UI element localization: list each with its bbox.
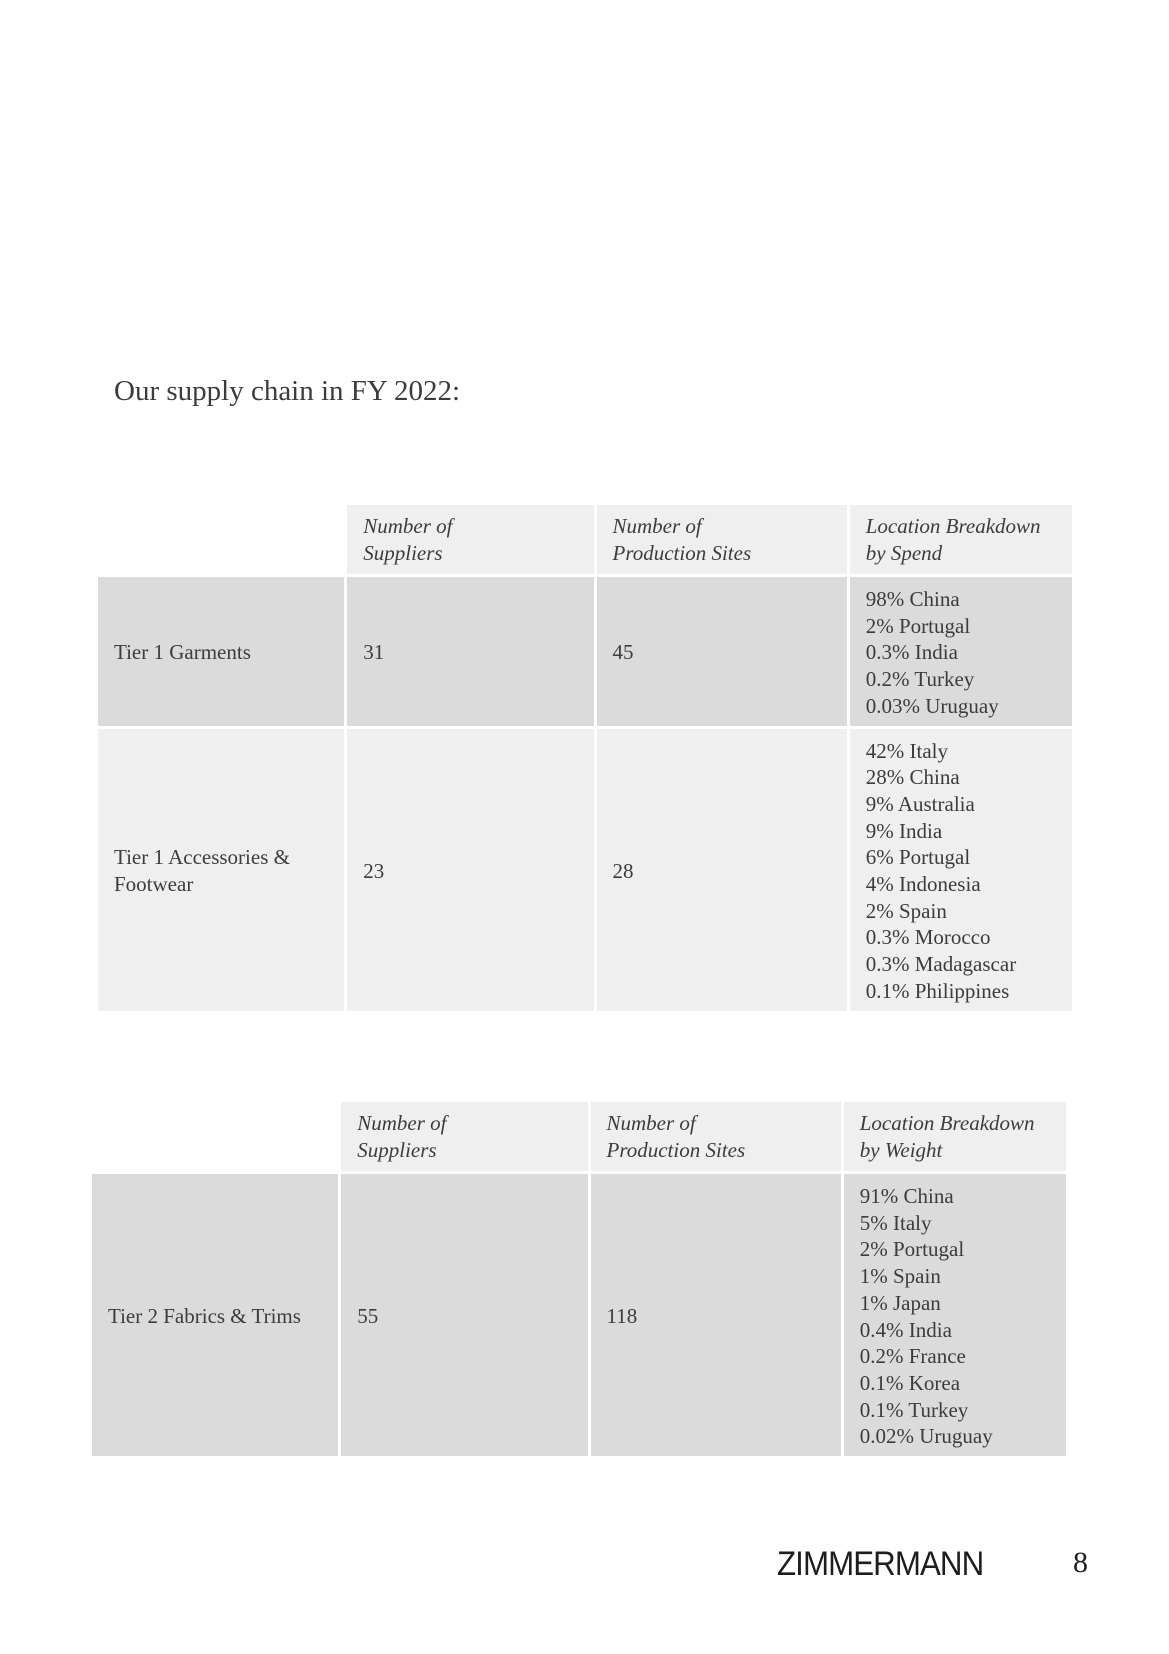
header-line: Number of bbox=[357, 1111, 447, 1135]
table-row bbox=[92, 1174, 1066, 1456]
header-line: by Weight bbox=[859, 1138, 943, 1162]
tier-cell: Tier 2 Fabrics & Trims bbox=[92, 1174, 338, 1456]
header-number-of-suppliers bbox=[347, 505, 593, 574]
table-row bbox=[98, 729, 1072, 1011]
location-item: 0.1% Korea bbox=[859, 1370, 961, 1395]
supply-table-weight bbox=[89, 1099, 1069, 1459]
location-list bbox=[860, 1183, 1051, 1450]
sites-cell: 28 bbox=[597, 729, 847, 1011]
sites-cell: 45 bbox=[597, 577, 847, 726]
location-item: 0.1% Turkey bbox=[859, 1397, 969, 1422]
location-item: 9% India bbox=[865, 818, 943, 843]
location-list bbox=[866, 738, 1057, 1005]
location-item: 98% China bbox=[865, 587, 960, 611]
table-header-row bbox=[92, 1102, 1066, 1171]
location-item: 1% Spain bbox=[859, 1264, 941, 1289]
location-list bbox=[866, 586, 1057, 720]
location-item: 6% Portugal bbox=[865, 845, 971, 870]
tier-cell bbox=[98, 729, 344, 1011]
location-item: 0.2% Turkey bbox=[865, 667, 975, 692]
location-item: 1% Japan bbox=[859, 1290, 941, 1315]
supply-table-spend bbox=[95, 502, 1075, 1014]
header-number-of-production-sites bbox=[597, 505, 847, 574]
location-item: 9% Australia bbox=[865, 791, 975, 816]
table-header-row bbox=[98, 505, 1072, 574]
suppliers-cell: 31 bbox=[347, 577, 593, 726]
location-item: 42% Italy bbox=[865, 738, 948, 763]
header-line: by Spend bbox=[865, 541, 943, 565]
suppliers-cell: 23 bbox=[347, 729, 593, 1011]
header-line: Number of bbox=[612, 514, 702, 538]
header-blank-cell bbox=[92, 1102, 338, 1171]
brand-logo: ZIMMERMANN bbox=[777, 1545, 984, 1583]
location-item: 0.1% Philippines bbox=[865, 978, 1010, 1003]
header-blank-cell bbox=[98, 505, 344, 574]
header-line: Suppliers bbox=[363, 541, 443, 565]
location-item: 0.3% Morocco bbox=[865, 925, 991, 950]
header-location-breakdown bbox=[844, 1102, 1066, 1171]
location-item: 5% Italy bbox=[859, 1210, 932, 1235]
header-line: Number of bbox=[606, 1111, 696, 1135]
page-heading: Our supply chain in FY 2022: bbox=[114, 375, 461, 407]
header-line: Production Sites bbox=[612, 541, 752, 565]
tier-cell: Tier 1 Garments bbox=[98, 577, 344, 726]
locations-cell bbox=[850, 729, 1072, 1011]
location-item: 0.3% Madagascar bbox=[865, 952, 1017, 977]
location-item: 4% Indonesia bbox=[865, 872, 981, 897]
header-line: Location Breakdown bbox=[865, 514, 1041, 538]
location-item: 0.02% Uruguay bbox=[859, 1424, 993, 1449]
header-location-breakdown bbox=[850, 505, 1072, 574]
page-number: 8 bbox=[1073, 1546, 1088, 1579]
header-line: Location Breakdown bbox=[859, 1111, 1035, 1135]
header-number-of-production-sites bbox=[591, 1102, 841, 1171]
table-row bbox=[98, 577, 1072, 726]
location-item: 91% China bbox=[859, 1184, 954, 1208]
locations-cell bbox=[850, 577, 1072, 726]
location-item: 0.3% India bbox=[865, 640, 958, 665]
location-item: 2% Portugal bbox=[859, 1237, 965, 1262]
header-line: Production Sites bbox=[606, 1138, 746, 1162]
header-line: Number of bbox=[363, 514, 453, 538]
location-item: 28% China bbox=[865, 765, 960, 790]
sites-cell: 118 bbox=[591, 1174, 841, 1456]
location-item: 0.03% Uruguay bbox=[865, 693, 999, 718]
suppliers-cell: 55 bbox=[341, 1174, 587, 1456]
header-line: Suppliers bbox=[357, 1138, 437, 1162]
location-item: 0.2% France bbox=[859, 1344, 966, 1369]
location-item: 0.4% India bbox=[859, 1317, 952, 1342]
locations-cell bbox=[844, 1174, 1066, 1456]
location-item: 2% Spain bbox=[865, 898, 947, 923]
tier-line: Tier 1 Accessories & bbox=[114, 845, 290, 870]
header-number-of-suppliers bbox=[341, 1102, 587, 1171]
location-item: 2% Portugal bbox=[865, 613, 971, 638]
tier-line: Footwear bbox=[114, 872, 194, 897]
